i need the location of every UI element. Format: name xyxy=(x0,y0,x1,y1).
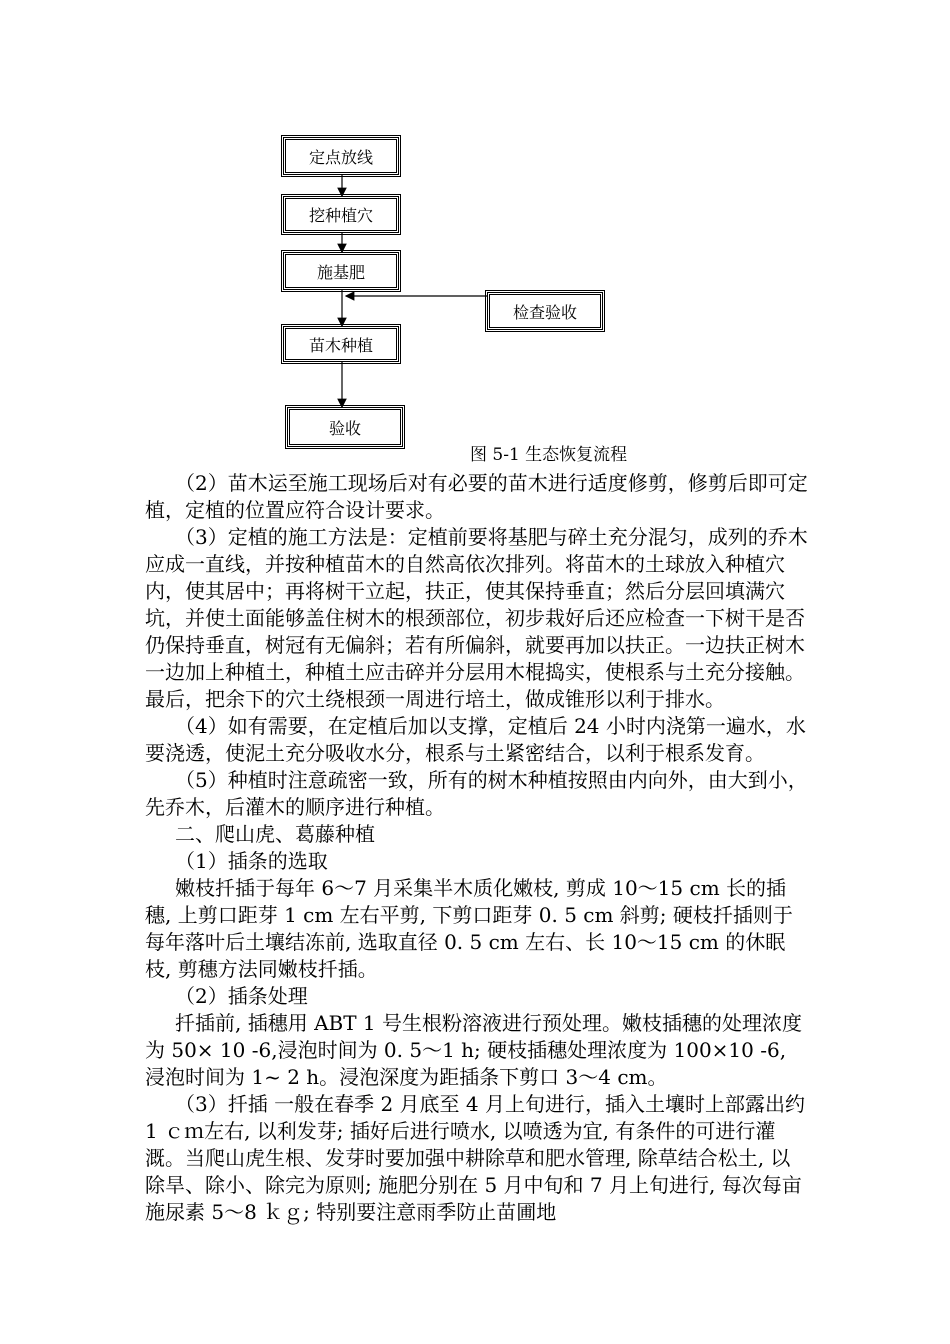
paragraph-cutting-planting: （3）扦插 一般在春季 2 月底至 4 月上旬进行，插入土壤时上部露出约 1 ｃｍ左右, 以利发芽; 插好后进行喷水, 以喷透为宜, 有条件的可进行灌溉。当爬山虎生根、发芽时要加强中耕除草和肥水管理, 除草结合松土, 以除旱、除小、除完为原则; 施肥分别在 5 月中旬和 7 月上旬进行, 每次每亩施尿素 5～8 ｋｇ; 特别要注意雨季防止苗圃地 xyxy=(145,1092,805,1224)
flow-node-side: 检查验收 xyxy=(487,292,603,330)
flow-node-2: 挖种植穴 xyxy=(283,196,399,233)
paragraph-4: （4）如有需要，在定植后加以支撑，定植后 24 小时内浇第一遍水，水要浇透，使泥土充分吸收水分，根系与土紧密结合，以利于根系发育。 xyxy=(145,714,806,765)
flow-node-5: 验收 xyxy=(287,407,403,447)
paragraph-cutting-treatment: 扦插前, 插穗用 ABT 1 号生根粉溶液进行预处理。嫩枝插穗的处理浓度为 50× 10 -6,浸泡时间为 0. 5～1 h; 硬枝插穗处理浓度为 100×10 -6, 浸泡时间为 1~ 2 h。浸泡深度为距插条下剪口 3～4 cm。 xyxy=(145,1011,802,1089)
flow-node-3: 施基肥 xyxy=(283,252,399,290)
paragraph-5: （5）种植时注意疏密一致，所有的树木种植按照由内向外，由大到小，先乔木，后灌木的顺序进行种植。 xyxy=(145,768,808,819)
flow-node-1: 定点放线 xyxy=(283,137,399,175)
paragraph-3: （3）定植的施工方法是：定植前要将基肥与碎土充分混匀，成列的乔木应成一直线，并按种植苗木的自然高依次排列。将苗木的土球放入种植穴内，使其居中；再将树干立起，扶正，使其保持垂直；然后分层回填满穴坑，并使土面能够盖住树木的根颈部位，初步栽好后还应检查一下树干是否仍保持垂直，树冠有无偏斜；若有所偏斜，就要再加以扶正。一边扶正树木一边加上种植土，种植土应击碎并分层用木棍捣实，使根系与土充分接触。最后，把余下的穴土绕根颈一周进行培土，做成锥形以利于排水。 xyxy=(145,525,808,711)
figure-caption: 图 5-1 生态恢复流程 xyxy=(470,445,628,465)
paragraph-cutting-selection: 嫩枝扦插于每年 6～7 月采集半木质化嫩枝, 剪成 10～15 cm 长的插穗, 上剪口距芽 1 cm 左右平剪, 下剪口距芽 0. 5 cm 斜剪; 硬枝扦插则于每年落叶后土壤结冻前, 选取直径 0. 5 cm 左右、长 10～15 cm 的休眠枝, 剪穗方法同嫩枝扦插。 xyxy=(145,876,793,981)
paragraph-2: （2）苗木运至施工现场后对有必要的苗木进行适度修剪，修剪后即可定植，定植的位置应符合设计要求。 xyxy=(145,471,808,522)
subheading-1: （1）插条的选取 xyxy=(175,849,328,873)
subheading-2: （2）插条处理 xyxy=(175,984,308,1008)
body-text xyxy=(145,470,810,1226)
flow-node-4: 苗木种植 xyxy=(283,326,399,362)
section-heading: 二、爬山虎、葛藤种植 xyxy=(175,822,375,846)
flowchart-connectors xyxy=(0,0,950,470)
